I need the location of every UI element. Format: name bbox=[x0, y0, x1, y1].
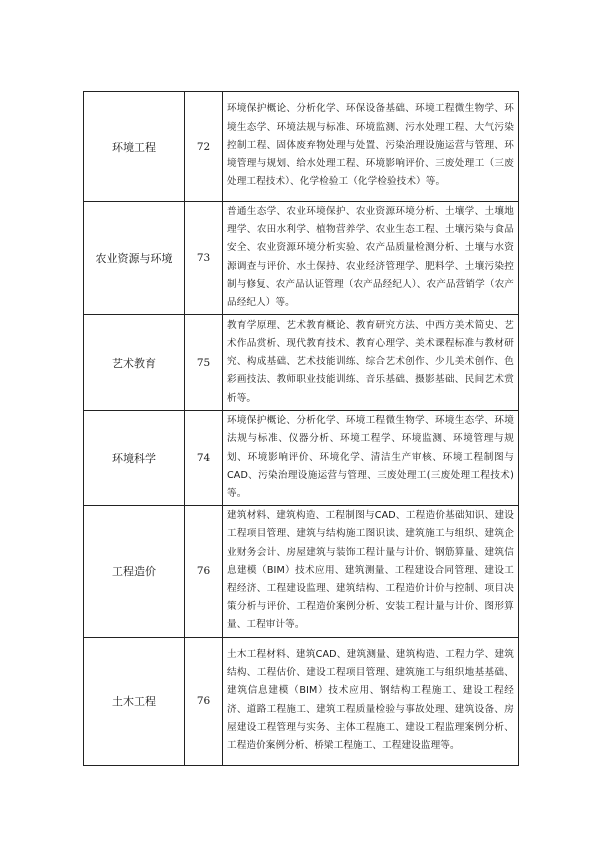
major-score: 76 bbox=[185, 506, 223, 637]
major-name: 环境工程 bbox=[84, 92, 185, 202]
major-score: 73 bbox=[185, 202, 223, 315]
major-score: 74 bbox=[185, 411, 223, 506]
table-row bbox=[84, 315, 519, 411]
major-name: 农业资源与环境 bbox=[84, 202, 185, 315]
major-name: 土木工程 bbox=[84, 637, 185, 765]
major-name: 工程造价 bbox=[84, 506, 185, 637]
table-row bbox=[84, 92, 519, 202]
major-courses: 普通生态学、农业环境保护、农业资源环境分析、土壤学、土壤地理学、农田水利学、植物营养学、农业生态工程、土壤污染与食品安全、农业资源环境分析实验、农产品质量检测分析、土壤与水资源调查与评价、水土保持、农业经济管理学、肥料学、土壤污染控制与修复、农产品认证管理（农产品经纪人）、农产品营销学（农产品经纪人）等。 bbox=[223, 202, 519, 315]
major-courses: 环境保护概论、分析化学、环保设备基础、环境工程微生物学、环境生态学、环境法规与标准、环境监测、污水处理工程、大气污染控制工程、固体废弃物处理与处置、污染治理设施运营与管理、环境管理与规划、给水处理工程、环境影响评价、三废处理工（三废处理工程技术）、化学检验工（化学检验技术）等。 bbox=[223, 92, 519, 202]
table-row bbox=[84, 202, 519, 315]
major-courses: 环境保护概论、分析化学、环境工程微生物学、环境生态学、环境法规与标准、仪器分析、环境工程学、环境监测、环境管理与规划、环境影响评价、环境化学、清洁生产审核、环境工程制图与CAD、污染治理设施运营与管理、三废处理工(三废处理工程技术)等。 bbox=[223, 411, 519, 506]
major-courses: 教育学原理、艺术教育概论、教育研究方法、中西方美术简史、艺术作品赏析、现代教育技术、教育心理学、美术课程标准与教材研究、构成基础、艺术技能训练、综合艺术创作、少儿美术创作、色彩画技法、教师职业技能训练、音乐基础、摄影基础、民间艺术赏析等。 bbox=[223, 315, 519, 411]
major-name: 艺术教育 bbox=[84, 315, 185, 411]
major-score: 75 bbox=[185, 315, 223, 411]
table-row bbox=[84, 411, 519, 506]
major-courses: 建筑材料、建筑构造、工程制图与CAD、工程造价基础知识、建设工程项目管理、建筑与结构施工图识读、建筑施工与组织、建筑企业财务会计、房屋建筑与装饰工程计量与计价、钢筋算量、建筑信息建模（BIM）技术应用、建筑测量、工程建设合同管理、建设工程经济、工程建设监理、建筑结构、工程造价计价与控制、项目决策分析与评价、工程造价案例分析、安装工程计量与计价、图形算量、工程审计等。 bbox=[223, 506, 519, 637]
major-score: 76 bbox=[185, 637, 223, 765]
major-courses: 土木工程材料、建筑CAD、建筑测量、建筑构造、工程力学、建筑结构、工程估价、建设工程项目管理、建筑施工与组织地基基础、建筑信息建模（BIM）技术应用、钢结构工程施工、建设工程经济、道路工程施工、建筑工程质量检验与事故处理、建筑设备、房屋建设工程管理与实务、主体工程施工、建设工程监理案例分析、工程造价案例分析、桥梁工程施工、工程建设监理等。 bbox=[223, 637, 519, 765]
majors-table bbox=[83, 91, 519, 766]
major-score: 72 bbox=[185, 92, 223, 202]
table-row bbox=[84, 506, 519, 637]
table-row bbox=[84, 637, 519, 765]
major-name: 环境科学 bbox=[84, 411, 185, 506]
